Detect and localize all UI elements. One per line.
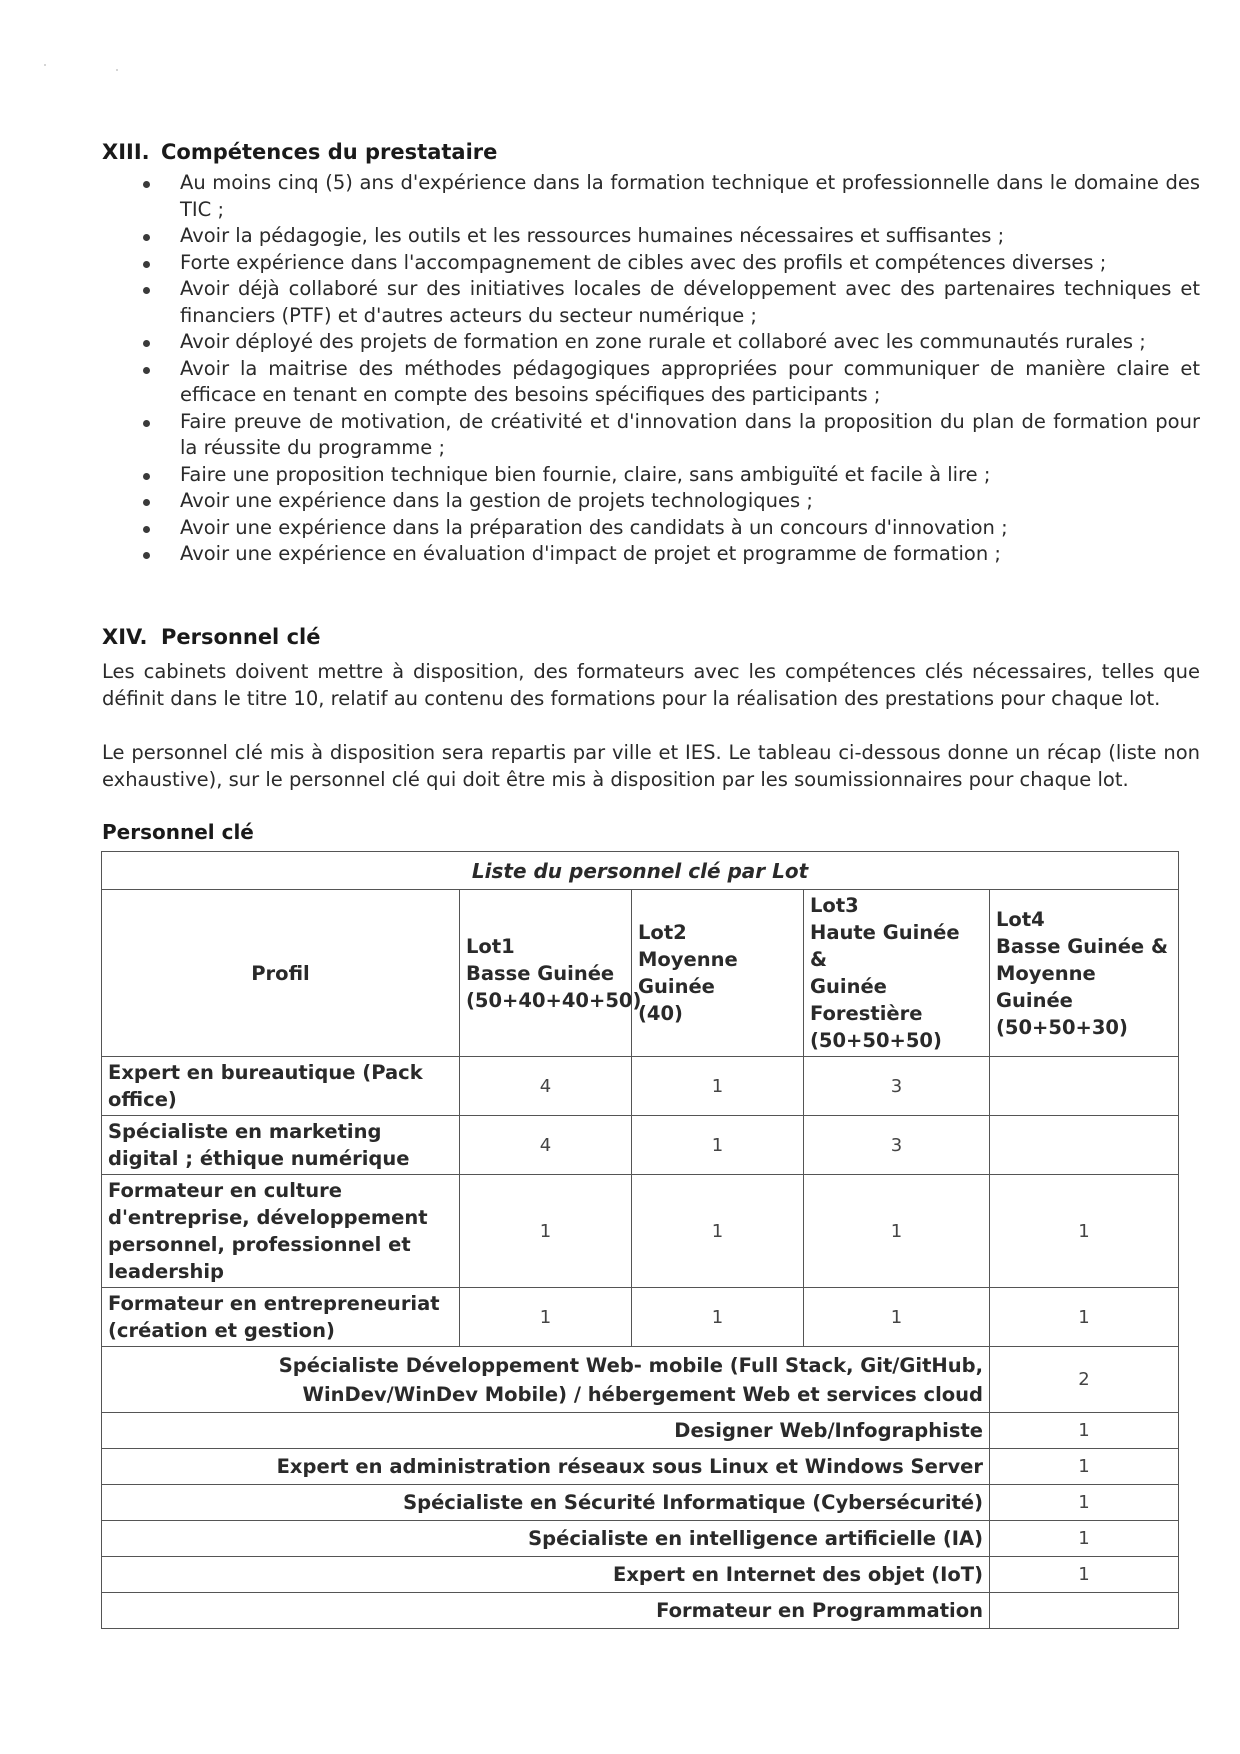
table-row — [102, 1057, 1179, 1116]
profil-cell: Formateur en Programmation — [102, 1593, 990, 1629]
competence-item: Avoir la pédagogie, les outils et les ressources humaines nécessaires et suffisantes ; — [140, 223, 1200, 250]
lot1-cell: 1 — [460, 1175, 632, 1288]
competence-item: Avoir déjà collaboré sur des initiatives locales de développement avec des partenaires techniques et financiers (PTF) et d'autres acteurs du secteur numérique ; — [140, 276, 1200, 329]
competences-list — [140, 170, 1200, 568]
section-13-number: XIII. — [102, 140, 150, 164]
section-14-heading — [102, 625, 320, 649]
table-caption: Personnel clé — [102, 820, 254, 844]
header-lot1-line: Lot1 — [466, 934, 515, 958]
header-lot3 — [804, 890, 990, 1057]
lot4-cell: 1 — [990, 1485, 1179, 1521]
competence-item: Faire une proposition technique bien fournie, claire, sans ambiguïté et facile à lire ; — [140, 462, 1200, 489]
competence-item: Avoir une expérience dans la gestion de projets technologiques ; — [140, 488, 1200, 515]
header-lot4 — [990, 890, 1179, 1057]
lot4-cell: 1 — [990, 1175, 1179, 1288]
lot4-cell: 1 — [990, 1521, 1179, 1557]
competence-item: Forte expérience dans l'accompagnement de cibles avec des profils et compétences diverses ; — [140, 250, 1200, 277]
lot3-cell: 1 — [804, 1175, 990, 1288]
header-lot1-line: Basse Guinée — [466, 961, 615, 985]
lot1-cell: 1 — [460, 1288, 632, 1347]
competence-item: Faire preuve de motivation, de créativité et d'innovation dans la proposition du plan de formation pour la réussite du programme ; — [140, 409, 1200, 462]
lot4-cell: 1 — [990, 1413, 1179, 1449]
lot2-cell: 1 — [632, 1057, 804, 1116]
profil-cell: Spécialiste en intelligence artificielle (IA) — [102, 1521, 990, 1557]
scan-speck — [44, 64, 46, 66]
competence-item: Avoir une expérience dans la préparation des candidats à un concours d'innovation ; — [140, 515, 1200, 542]
lot2-cell: 1 — [632, 1116, 804, 1175]
table-row — [102, 1521, 1179, 1557]
header-lot1-line: (50+40+40+50) — [466, 988, 642, 1012]
profil-cell: Formateur en entrepreneuriat (création et gestion) — [102, 1288, 460, 1347]
header-lot2-line: (40) — [638, 1002, 683, 1025]
table-row — [102, 1449, 1179, 1485]
scan-speck — [116, 69, 118, 71]
table-row — [102, 1485, 1179, 1521]
header-lot4-line: (50+50+30) — [996, 1015, 1128, 1039]
section-13-heading — [102, 140, 497, 164]
section-13-title: Compétences du prestataire — [161, 140, 498, 164]
lot4-cell: 2 — [990, 1347, 1179, 1413]
lot4-cell — [990, 1116, 1179, 1175]
competence-item: Avoir la maitrise des méthodes pédagogiques appropriées pour communiquer de manière claire et efficace en tenant en compte des besoins spécifiques des participants ; — [140, 356, 1200, 409]
table-row — [102, 1557, 1179, 1593]
header-lot2-line: Moyenne — [638, 948, 738, 971]
section-14-title: Personnel clé — [161, 625, 321, 649]
table-row — [102, 1413, 1179, 1449]
profil-cell: Formateur en culture d'entreprise, développement personnel, professionnel et leadership — [102, 1175, 460, 1288]
header-lot2-line: Lot2 — [638, 921, 687, 944]
header-lot3-line: Guinée — [810, 975, 887, 998]
header-lot3-line: Forestière — [810, 1002, 923, 1025]
header-lot4-line: Moyenne — [996, 961, 1096, 985]
lot3-cell: 1 — [804, 1288, 990, 1347]
lot1-cell: 4 — [460, 1057, 632, 1116]
profil-cell: Expert en bureautique (Pack office) — [102, 1057, 460, 1116]
lot3-cell: 3 — [804, 1116, 990, 1175]
table-row — [102, 1116, 1179, 1175]
table-row — [102, 1347, 1179, 1413]
header-profil: Profil — [102, 890, 460, 1057]
table-caption-row — [102, 852, 1179, 890]
competence-item: Avoir une expérience en évaluation d'impact de projet et programme de formation ; — [140, 541, 1200, 568]
header-lot3-line: Haute Guinée & — [810, 921, 960, 971]
lot4-cell — [990, 1593, 1179, 1629]
header-lot4-line: Lot4 — [996, 907, 1045, 931]
section-14-paragraph-1: Les cabinets doivent mettre à disposition, des formateurs avec les compétences clés nécessaires, telles que définit dans le titre 10, relatif au contenu des formations pour la réalisation des prestations pour chaque lot. — [102, 660, 1200, 710]
lot3-cell: 3 — [804, 1057, 990, 1116]
lot4-cell: 1 — [990, 1288, 1179, 1347]
table-row — [102, 1593, 1179, 1629]
section-14-number: XIV. — [102, 625, 148, 649]
competence-item: Au moins cinq (5) ans d'expérience dans la formation technique et professionnelle dans le domaine des TIC ; — [140, 170, 1200, 223]
header-lot2-line: Guinée — [638, 975, 715, 998]
section-14-paragraph-2: Le personnel clé mis à disposition sera repartis par ville et IES. Le tableau ci-dessous donne un récap (liste non exhaustive), sur le personnel clé qui doit être mis à disposition par les soumissionnaires pour chaque lot. — [102, 741, 1200, 791]
profil-cell: Expert en administration réseaux sous Linux et Windows Server — [102, 1449, 990, 1485]
table-title: Liste du personnel clé par Lot — [102, 852, 1179, 890]
profil-cell: Spécialiste en marketing digital ; éthique numérique — [102, 1116, 460, 1175]
competence-item: Avoir déployé des projets de formation en zone rurale et collaboré avec les communautés rurales ; — [140, 329, 1200, 356]
lot4-cell: 1 — [990, 1449, 1179, 1485]
profil-cell: Spécialiste Développement Web- mobile (Full Stack, Git/GitHub, WinDev/WinDev Mobile) / hébergement Web et services cloud — [102, 1347, 990, 1413]
lot2-cell: 1 — [632, 1175, 804, 1288]
lot1-cell: 4 — [460, 1116, 632, 1175]
lot4-cell: 1 — [990, 1557, 1179, 1593]
profil-cell: Expert en Internet des objet (IoT) — [102, 1557, 990, 1593]
header-lot1 — [460, 890, 642, 1057]
header-lot3-line: Lot3 — [810, 894, 859, 917]
table-row — [102, 1175, 1179, 1288]
lot4-cell — [990, 1057, 1179, 1116]
profil-cell: Designer Web/Infographiste — [102, 1413, 990, 1449]
header-lot4-line: Basse Guinée & — [996, 934, 1168, 958]
header-lot3-line: (50+50+50) — [810, 1029, 942, 1052]
profil-cell: Spécialiste en Sécurité Informatique (Cybersécurité) — [102, 1485, 990, 1521]
table-row — [102, 1288, 1179, 1347]
header-lot2 — [632, 890, 804, 1057]
lot2-cell: 1 — [632, 1288, 804, 1347]
header-lot4-line: Guinée — [996, 988, 1073, 1012]
personnel-table — [101, 851, 1179, 1629]
table-header-row — [102, 890, 1179, 1057]
